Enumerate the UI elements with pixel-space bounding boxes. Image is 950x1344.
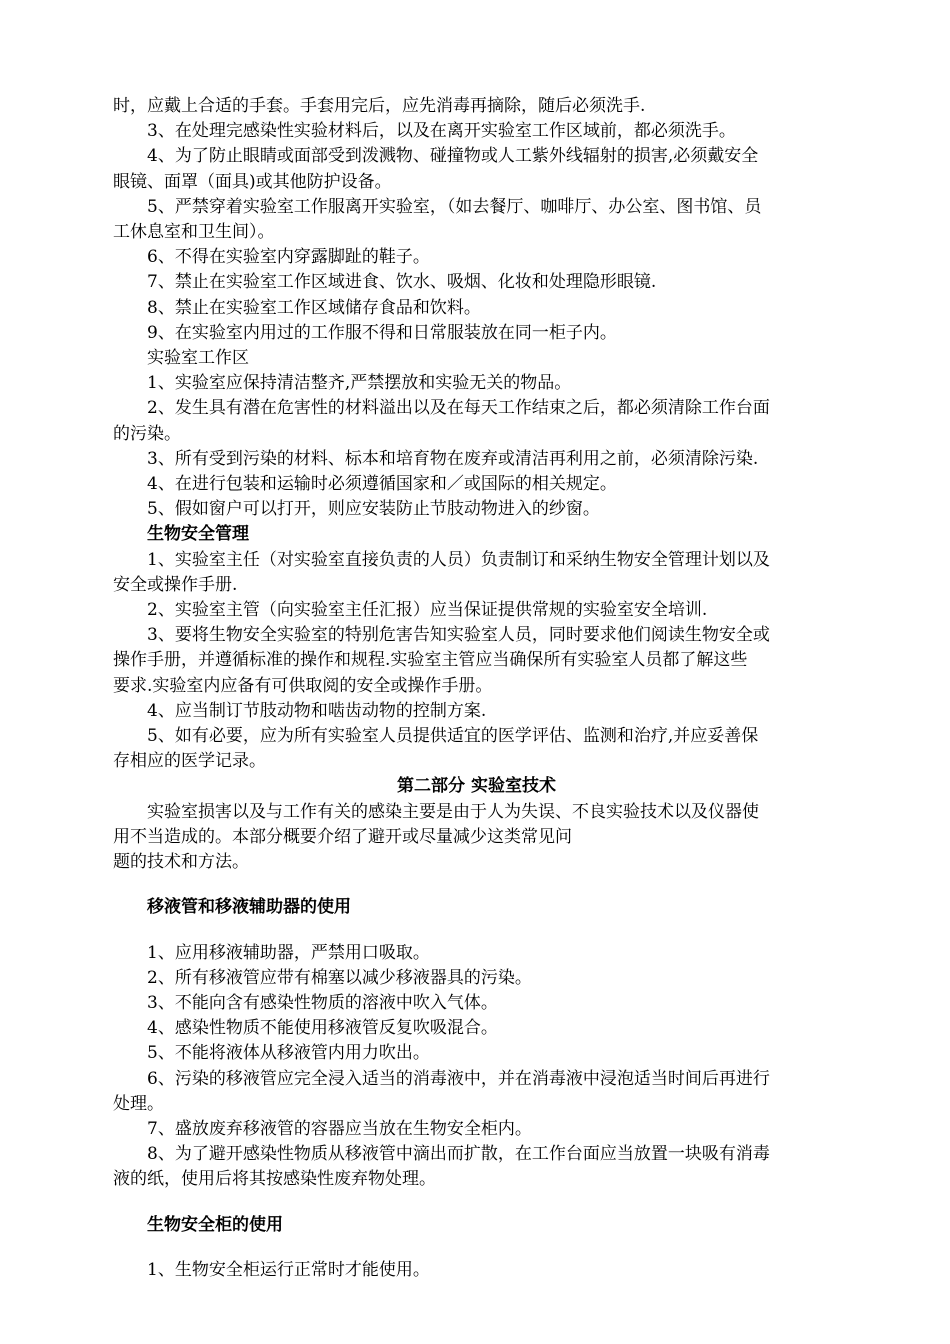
spacer bbox=[113, 1238, 840, 1258]
text-line: 要求.实验室内应备有可供取阅的安全或操作手册。 bbox=[113, 675, 493, 696]
section-heading-biosafety: 生物安全管理 bbox=[147, 524, 249, 545]
intro-line: 实验室损害以及与工作有关的感染主要是由于人为失误、不良实验技术以及仪器使 bbox=[147, 801, 759, 822]
list-item: 6、污染的移液管应完全浸入适当的消毒液中，并在消毒液中浸泡适当时间后再进行 bbox=[147, 1068, 770, 1089]
text-line: 工休息室和卫生间）。 bbox=[113, 222, 275, 243]
text-line: 安全或操作手册. bbox=[113, 574, 238, 595]
spacer bbox=[113, 921, 840, 941]
list-item: 5、假如窗户可以打开，则应安装防止节肢动物进入的纱窗。 bbox=[147, 499, 600, 520]
list-item: 2、发生具有潜在危害性的材料溢出以及在每天工作结束之后，都必须清除工作台面 bbox=[147, 398, 770, 419]
list-item: 2、实验室主管（向实验室主任汇报）应当保证提供常规的实验室安全培训. bbox=[147, 600, 708, 621]
text-line: 操作手册，并遵循标准的操作和规程.实验室主管应当确保所有实验室人员都了解这些 bbox=[113, 650, 748, 671]
text-line: 时，应戴上合适的手套。手套用完后，应先消毒再摘除，随后必须洗手. bbox=[113, 96, 646, 116]
part-title: 第二部分 实验室技术 bbox=[397, 776, 556, 797]
text-line: 存相应的医学记录。 bbox=[113, 751, 266, 772]
list-item: 4、感染性物质不能使用移液管反复吹吸混合。 bbox=[147, 1018, 498, 1039]
list-item: 1、应用移液辅助器，严禁用口吸取。 bbox=[147, 942, 430, 963]
list-item: 4、在进行包装和运输时必须遵循国家和／或国际的相关规定。 bbox=[147, 474, 617, 495]
text-line: 处理。 bbox=[113, 1093, 164, 1114]
text-line: 眼镜、面罩（面具)或其他防护设备。 bbox=[113, 171, 392, 192]
section-heading-cabinet: 生物安全柜的使用 bbox=[147, 1214, 283, 1235]
list-item: 3、在处理完感染性实验材料后，以及在离开实验室工作区域前，都必须洗手。 bbox=[147, 121, 736, 142]
text-line: 用不当造成的。本部分概要介绍了避开或尽量减少这类常见问 bbox=[113, 826, 572, 847]
list-item: 3、所有受到污染的材料、标本和培育物在废弃或清洁再利用之前，必须清除污染. bbox=[147, 448, 759, 469]
list-item: 1、实验室主任（对实验室直接负责的人员）负责制订和采纳生物安全管理计划以及 bbox=[147, 549, 770, 570]
spacer bbox=[113, 1193, 840, 1213]
list-item: 9、在实验室内用过的工作服不得和日常服装放在同一柜子内。 bbox=[147, 322, 617, 343]
text-line: 的污染。 bbox=[113, 423, 181, 444]
list-item: 5、如有必要，应为所有实验室人员提供适宜的医学评估、监测和治疗,并应妥善保 bbox=[147, 726, 759, 747]
list-item: 3、不能向含有感染性物质的溶液中吹入气体。 bbox=[147, 992, 498, 1013]
list-item: 1、生物安全柜运行正常时才能使用。 bbox=[147, 1259, 430, 1280]
list-item: 8、为了避开感染性物质从移液管中滴出而扩散，在工作台面应当放置一块吸有消毒 bbox=[147, 1144, 770, 1165]
list-item: 7、盛放废弃移液管的容器应当放在生物安全柜内。 bbox=[147, 1118, 532, 1139]
spacer bbox=[113, 875, 840, 895]
list-item: 6、不得在实验室内穿露脚趾的鞋子。 bbox=[147, 247, 430, 268]
list-item: 5、不能将液体从移液管内用力吹出。 bbox=[147, 1043, 430, 1064]
section-heading-pipette: 移液管和移液辅助器的使用 bbox=[147, 897, 351, 918]
list-item: 3、要将生物安全实验室的特别危害告知实验室人员，同时要求他们阅读生物安全或 bbox=[147, 625, 770, 646]
list-item: 1、实验室应保持清洁整齐,严禁摆放和实验无关的物品。 bbox=[147, 373, 572, 394]
list-item: 5、严禁穿着实验室工作服离开实验室，（如去餐厅、咖啡厅、办公室、图书馆、员 bbox=[147, 196, 762, 217]
list-item: 2、所有移液管应带有棉塞以减少移液器具的污染。 bbox=[147, 967, 532, 988]
list-item: 8、禁止在实验室工作区域储存食品和饮料。 bbox=[147, 297, 481, 318]
section-heading-lab-area: 实验室工作区 bbox=[147, 348, 249, 369]
text-line: 题的技术和方法。 bbox=[113, 852, 249, 873]
list-item: 4、为了防止眼睛或面部受到泼溅物、碰撞物或人工紫外线辐射的损害,必须戴安全 bbox=[147, 146, 759, 167]
list-item: 4、应当制订节肢动物和啮齿动物的控制方案. bbox=[147, 700, 487, 721]
list-item: 7、禁止在实验室工作区域进食、饮水、吸烟、化妆和处理隐形眼镜. bbox=[147, 272, 657, 293]
text-line: 液的纸，使用后将其按感染性废弃物处理。 bbox=[113, 1169, 436, 1190]
